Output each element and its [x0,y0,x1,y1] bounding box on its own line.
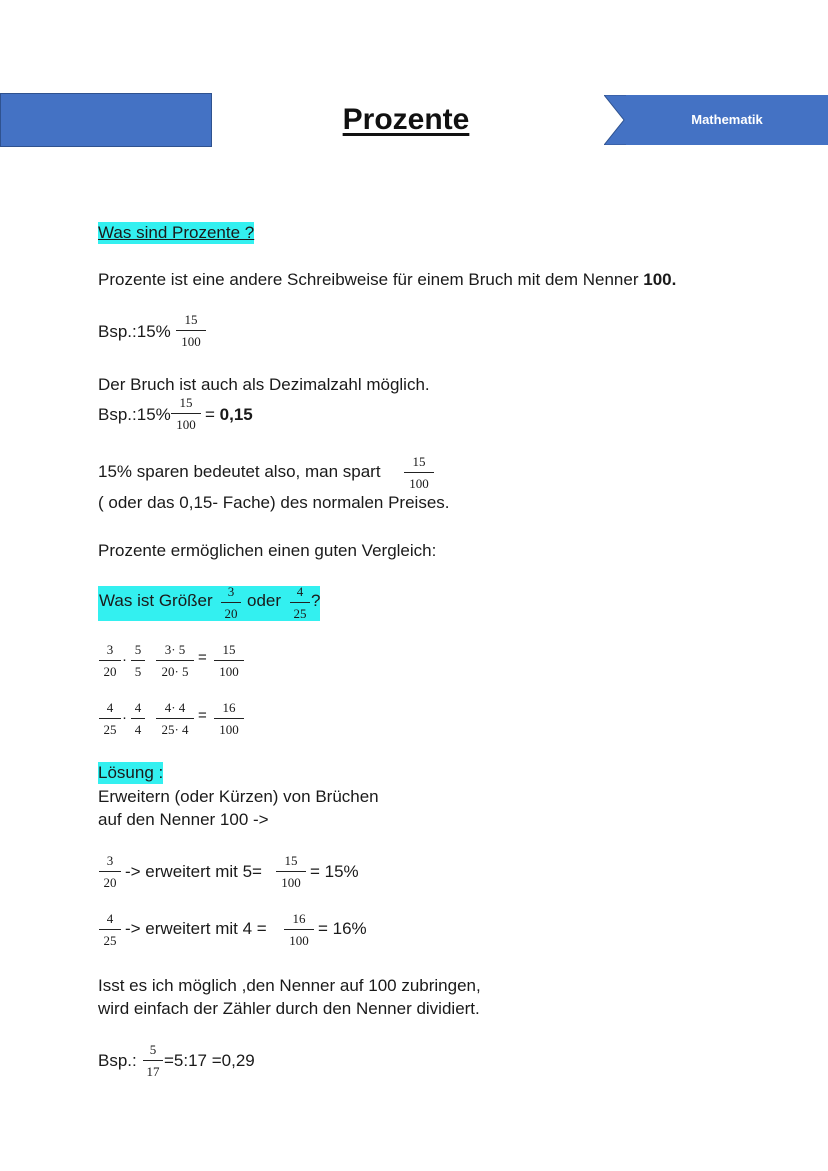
question-middle: oder [247,591,282,610]
calc2-equals: = [198,707,207,724]
fraction-denominator: 20· 5 [161,664,189,679]
calc2-fraction-c [156,701,194,737]
fraction-numerator: 5 [149,1042,157,1057]
fraction-denominator: 5 [134,664,142,679]
note-line-2: wird einfach der Zähler durch den Nenner dividiert. [98,999,480,1018]
step1-fraction [99,854,121,890]
step1-text: -> erweitert mit 5= [125,862,262,881]
save-text: 15% sparen bedeutet also, man spart [98,462,381,481]
fraction-denominator: 20 [103,664,117,679]
decimal-result: 0,15 [219,405,253,424]
equals-sign: = [205,405,215,424]
calc2-dot: · [122,709,127,726]
fraction-numerator: 16 [222,700,236,715]
fraction-denominator: 20 [224,606,238,621]
example-label: Bsp.: [98,1051,137,1070]
calc1-equals: = [198,649,207,666]
calc2-fraction-b [131,701,145,737]
fraction-denominator: 100 [281,875,301,890]
fraction-denominator: 100 [181,334,201,349]
fraction-numerator: 15 [179,395,193,410]
calc1-fraction-d [214,643,244,679]
fraction-numerator: 4 [134,700,142,715]
example1-fraction [176,313,206,349]
section-heading: Was sind Prozente ? [98,223,255,242]
calc2-fraction-d [214,701,244,737]
decimal-text: Der Bruch ist auch als Dezimalzahl möglich. [98,375,430,394]
calc2-fraction-a [99,701,121,737]
example1-label: Bsp.:15% [98,322,171,341]
fraction-denominator: 25· 4 [161,722,189,737]
calc1-fraction-b [131,643,145,679]
fraction-numerator: 3 [106,642,114,657]
save-text-2: ( oder das 0,15- Fache) des normalen Preises. [98,493,450,512]
calc1-dot: · [122,651,127,668]
fraction-denominator: 4 [134,722,142,737]
page-title: Prozente [342,103,470,136]
subject-label: Mathematik [691,112,763,127]
fraction-denominator: 100 [409,476,429,491]
fraction-denominator: 100 [219,722,239,737]
step2-text: -> erweitert mit 4 = [125,919,267,938]
step1-result: = 15% [310,862,359,881]
question-suffix: ? [311,591,321,610]
fraction-numerator: 15 [184,312,198,327]
example2-result [205,404,253,426]
fraction-numerator: 3 [106,853,114,868]
fraction-denominator: 25 [103,722,117,737]
calc1-fraction-a [99,643,121,679]
fraction-denominator: 20 [103,875,117,890]
example-result: =5:17 =0,29 [164,1051,255,1070]
fraction-numerator: 4 [106,700,114,715]
example2-fraction [171,396,201,432]
intro-text [98,269,676,291]
intro-text-bold: 100. [643,270,677,289]
compare-text: Prozente ermöglichen einen guten Vergleich: [98,541,437,560]
fraction-denominator: 25 [103,933,117,948]
fraction-numerator: 5 [134,642,142,657]
fraction-numerator: 3· 5 [164,642,186,657]
fraction-numerator: 16 [292,911,306,926]
fraction-denominator: 100 [289,933,309,948]
step2-fraction [99,912,121,948]
fraction-denominator: 17 [146,1064,160,1079]
step1-result-fraction [276,854,306,890]
question-prefix: Was ist Größer [99,591,213,610]
fraction-denominator: 25 [293,606,307,621]
fraction-denominator: 100 [219,664,239,679]
intro-text-main: Prozente ist eine andere Schreibweise für einem Bruch mit dem Nenner [98,270,639,289]
fraction-numerator: 15 [222,642,236,657]
fraction-numerator: 3 [227,584,235,599]
fraction-numerator: 15 [284,853,298,868]
fraction-denominator: 100 [176,417,196,432]
fraction-numerator: 4· 4 [164,700,186,715]
question-fraction-a [221,585,241,621]
solution-line-2: auf den Nenner 100 -> [98,810,269,829]
question-fraction-b [290,585,310,621]
save-fraction [404,455,434,491]
fraction-numerator: 15 [412,454,426,469]
calc1-fraction-c [156,643,194,679]
example-fraction [143,1043,163,1079]
fraction-numerator: 4 [106,911,114,926]
example2-label: Bsp.:15% [98,405,171,424]
solution-line-1: Erweitern (oder Kürzen) von Brüchen [98,787,379,806]
fraction-numerator: 4 [296,584,304,599]
step2-result-fraction [284,912,314,948]
note-line-1: Isst es ich möglich ,den Nenner auf 100 zubringen, [98,976,481,995]
solution-heading: Lösung : [98,763,164,782]
step2-result: = 16% [318,919,367,938]
